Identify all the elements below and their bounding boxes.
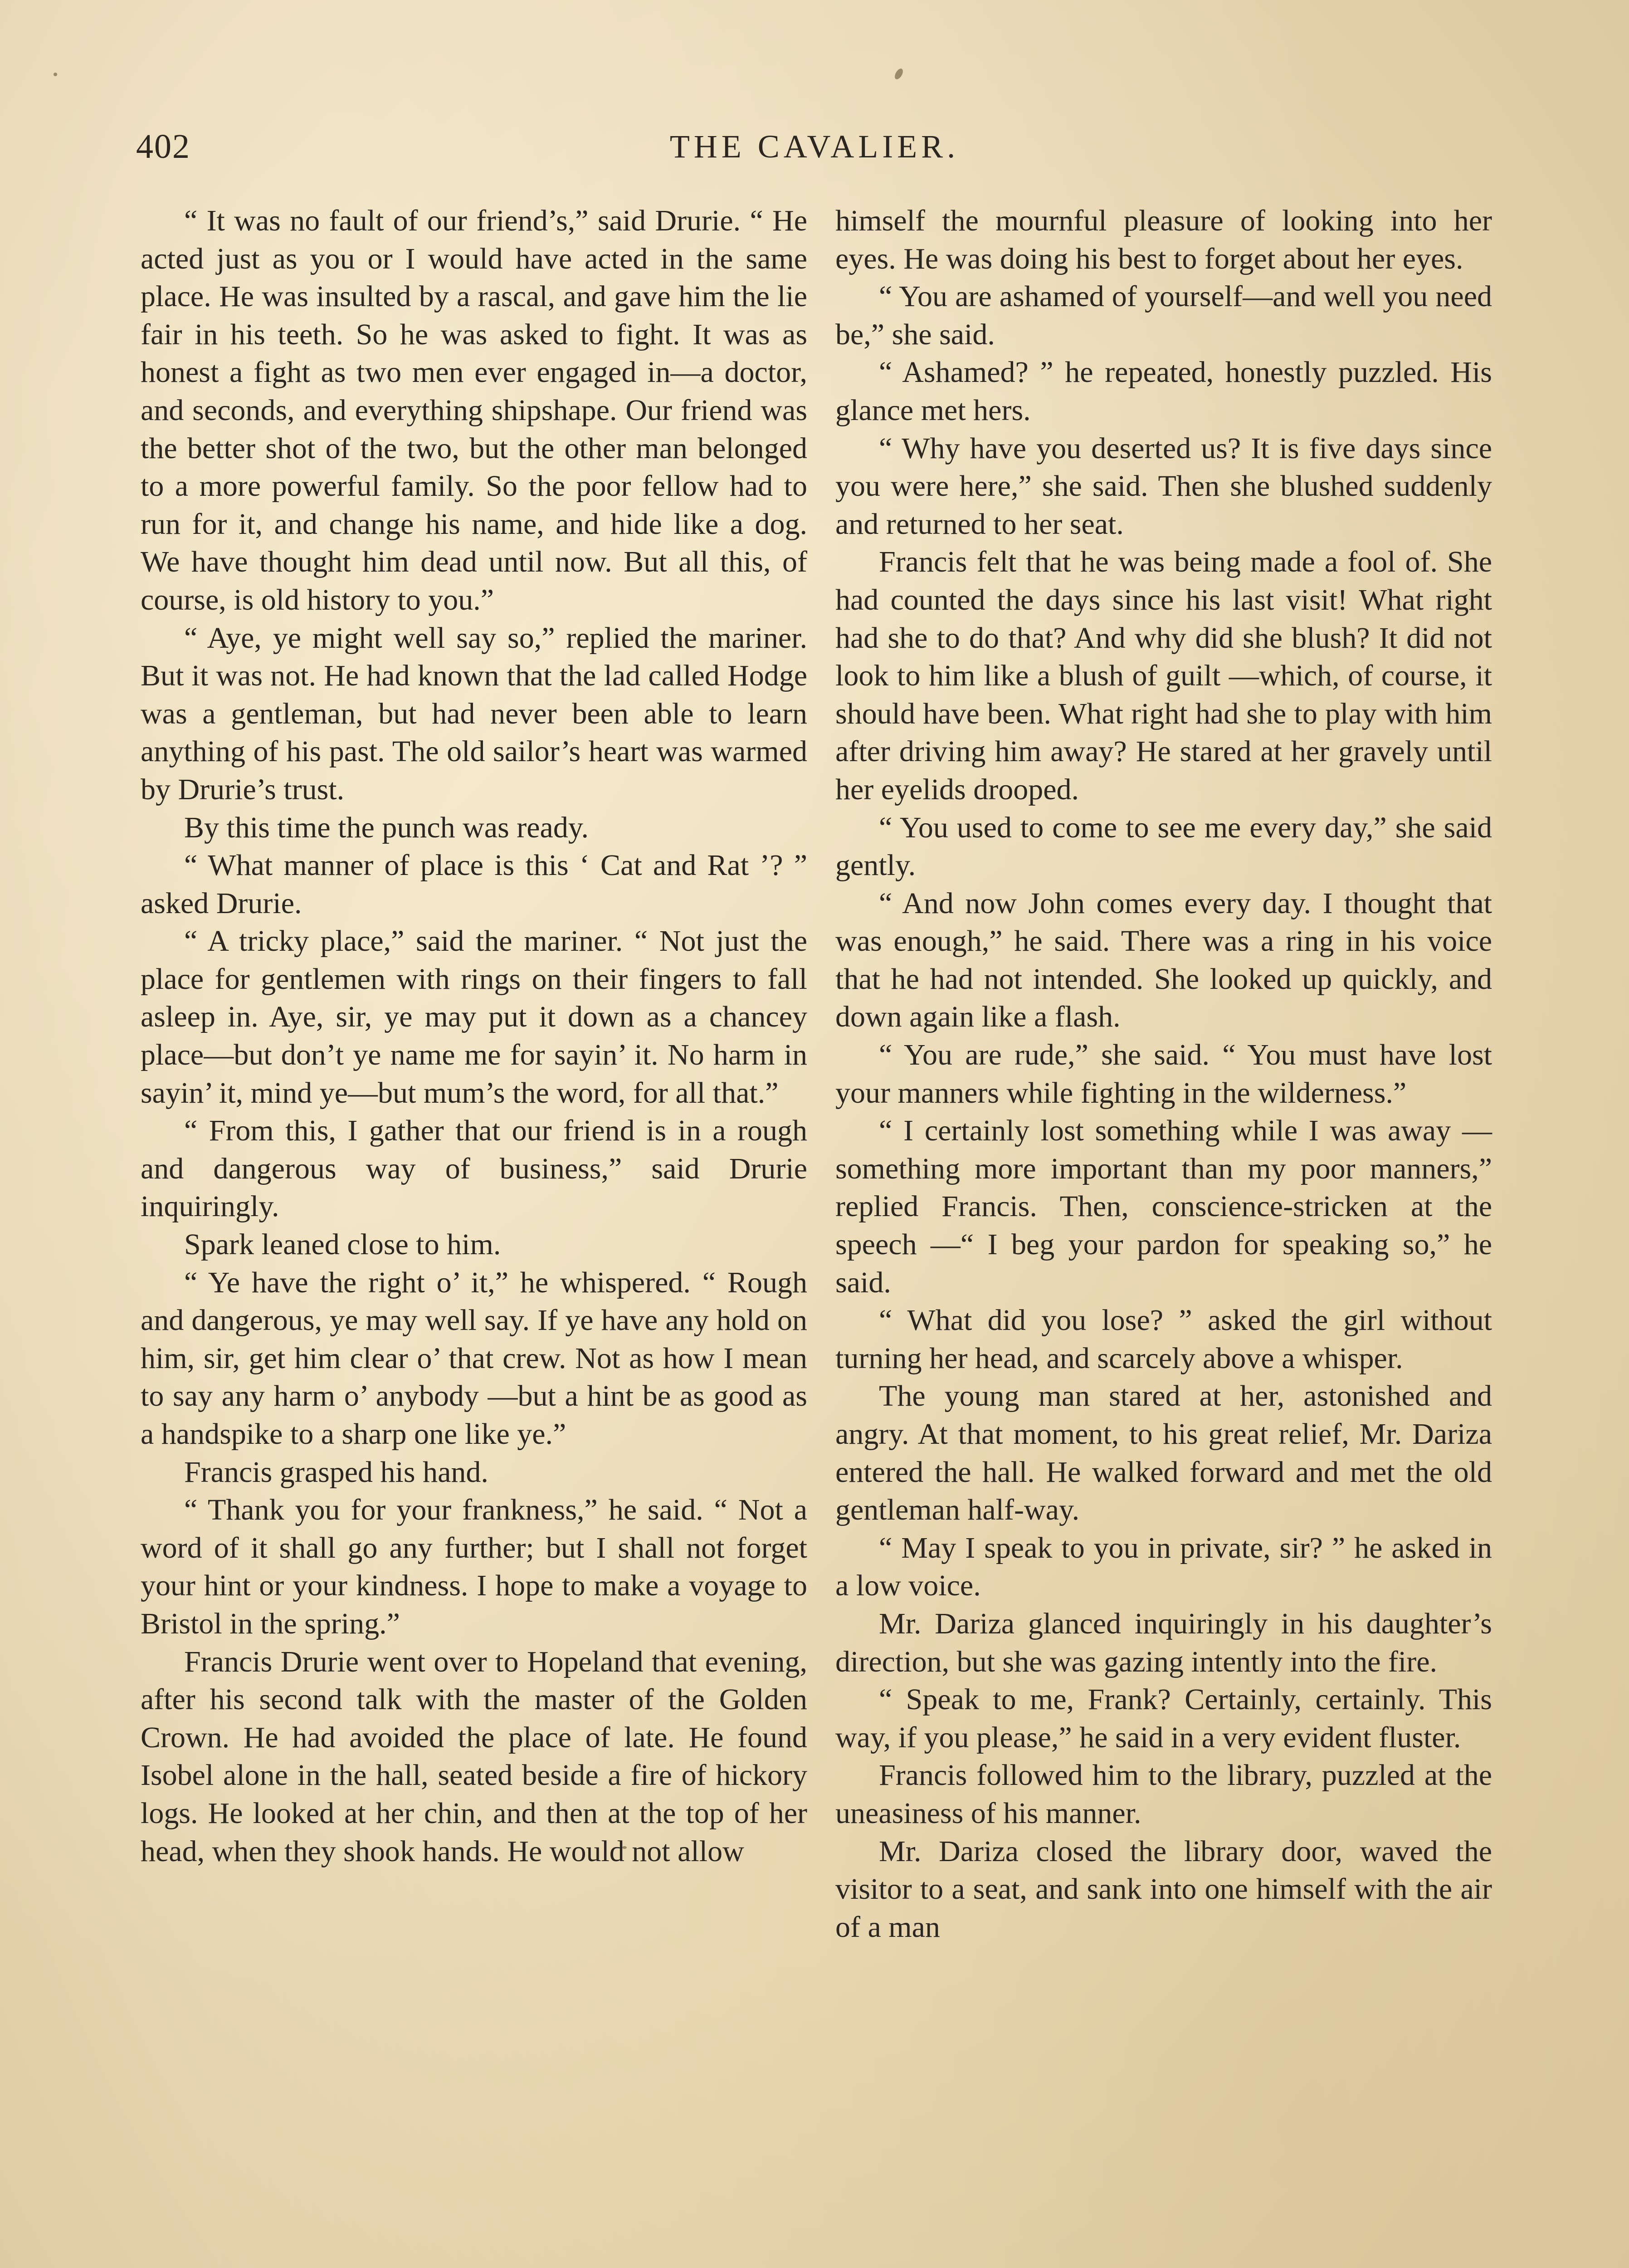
paragraph: Francis felt that he was being made a fool of. She had counted the days since his last visit! What right had she to do that? And why did she blush? It did not look to him like a blush of guilt —which, of course, it should have been. What right had she to play with him after driving him away? He stared at her gravely until her eyelids drooped. xyxy=(835,545,1492,806)
paragraph: “ From this, I gather that our friend is in a rough and dangerous way of business,” said Drurie inquiringly. xyxy=(141,1114,807,1223)
paragraph: By this time the punch was ready. xyxy=(184,811,589,844)
paragraph: himself the mournful pleasure of looking into her eyes. He was doing his best to forget about her eyes. xyxy=(835,204,1492,275)
paragraph: “ What did you lose? ” asked the girl without turning her head, and scarcely above a whisper. xyxy=(835,1304,1492,1375)
paragraph: “ May I speak to you in private, sir? ” he asked in a low voice. xyxy=(835,1531,1492,1603)
paragraph: “ Thank you for your frankness,” he said. “ Not a word of it shall go any further; but I shall not forget your hint or your kindness. I hope to make a voyage to Bristol in the spring.” xyxy=(141,1493,807,1640)
paragraph: Francis followed him to the library, puzzled at the uneasiness of his manner. xyxy=(835,1759,1492,1830)
left-text-column xyxy=(141,202,807,1870)
right-text-column xyxy=(835,202,1492,1946)
paragraph: “ You are rude,” she said. “ You must have lost your manners while fighting in the wilderness.” xyxy=(835,1038,1492,1110)
paragraph: Mr. Dariza closed the library door, waved the visitor to a seat, and sank into one himself with the air of a man xyxy=(835,1834,1492,1944)
paragraph: Spark leaned close to him. xyxy=(184,1228,501,1261)
paragraph: Francis Drurie went over to Hopeland that evening, after his second talk with the master of the Golden Crown. He had avoided the place of late. He found Isobel alone in the hall, seated beside a fire of hickory logs. He looked at her chin, and then at the top of her head, when they shook hands. He would not allow xyxy=(141,1645,807,1868)
paragraph: Mr. Dariza glanced inquiringly in his daughter’s direction, but she was gazing intently into the fire. xyxy=(835,1607,1492,1678)
paragraph: “ What manner of place is this ‘ Cat and Rat ’? ” asked Drurie. xyxy=(141,849,807,920)
running-head: THE CAVALIER. xyxy=(669,128,960,165)
paragraph: Francis grasped his hand. xyxy=(184,1455,488,1489)
ink-speck xyxy=(893,67,904,81)
paragraph: “ Why have you deserted us? It is five days since you were here,” she said. Then she blushed suddenly and returned to her seat. xyxy=(835,431,1492,541)
paragraph: “ Ashamed? ” he repeated, honestly puzzled. His glance met hers. xyxy=(835,356,1492,427)
paragraph: “ I certainly lost something while I was away — something more important than my poor manners,” replied Francis. Then, conscience-stricken at the speech —“ I beg your pardon for speaking so,” he said. xyxy=(835,1114,1492,1299)
paragraph: “ Ye have the right o’ it,” he whispered. “ Rough and dangerous, ye may well say. If ye have any hold on him, sir, get him clear o’ that crew. Not as how I mean to say any harm o’ anybody —but a hint be as good as a handspike to a sharp one like ye.” xyxy=(141,1266,807,1451)
paragraph: The young man stared at her, astonished and angry. At that moment, to his great relief, Mr. Dariza entered the hall. He walked forward and met the old gentleman half-way. xyxy=(835,1379,1492,1527)
page-number: 402 xyxy=(136,127,190,166)
paragraph: “ It was no fault of our friend’s,” said Drurie. “ He acted just as you or I would have acted in the same place. He was insulted by a rascal, and gave him the lie fair in his teeth. So he was asked to fight. It was as honest a fight as two men ever engaged in—a doctor, and seconds, and everything shipshape. Our friend was the better shot of the two, but the other man belonged to a more powerful family. So the poor fellow had to run for it, and change his name, and hide like a dog. We have thought him dead until now. But all this, of course, is old history to you.” xyxy=(141,204,807,616)
paragraph: “ And now John comes every day. I thought that was enough,” he said. There was a ring in his voice that he had not intended. She looked up quickly, and down again like a flash. xyxy=(835,886,1492,1034)
paragraph: “ You are ashamed of yourself—and well you need be,” she said. xyxy=(835,280,1492,351)
paragraph: “ A tricky place,” said the mariner. “ Not just the place for gentlemen with rings on their fingers to fall asleep in. Aye, sir, ye may put it down as a chancey place—but don’t ye name me for sayin’ it. No harm in sayin’ it, mind ye—but mum’s the word, for all that.” xyxy=(141,924,807,1110)
paragraph: “ Aye, ye might well say so,” replied the mariner. But it was not. He had known that the lad called Hodge was a gentleman, but had never been able to learn anything of his past. The old sailor’s heart was warmed by Drurie’s trust. xyxy=(141,621,807,806)
paragraph: “ You used to come to see me every day,” she said gently. xyxy=(835,811,1492,882)
paragraph: “ Speak to me, Frank? Certainly, certainly. This way, if you please,” he said in a very evident fluster. xyxy=(835,1683,1492,1754)
ink-speck xyxy=(54,73,57,76)
